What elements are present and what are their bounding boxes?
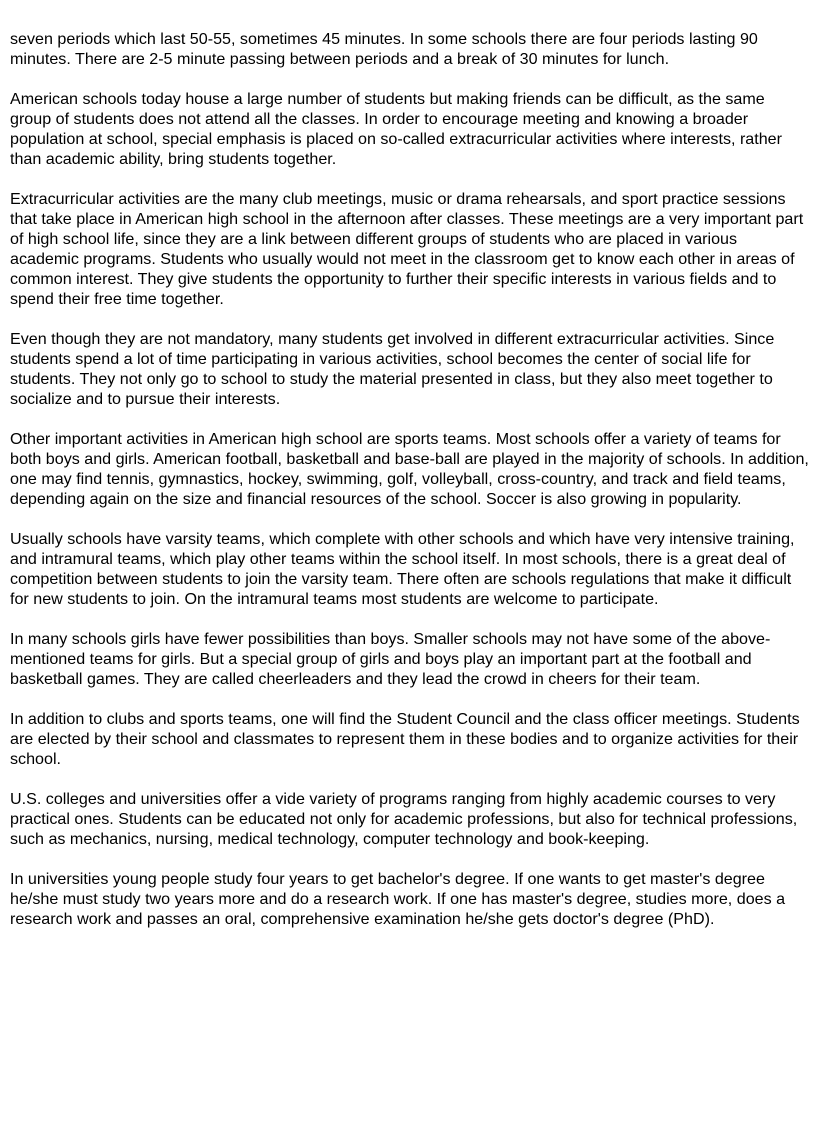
paragraph-periods: seven periods which last 50-55, sometimes 45 minutes. In some schools there are four periods lasting 90 minutes. There are 2-5 minute passing between periods and a break of 30 minutes for lunch.: [10, 30, 758, 68]
paragraph-varsity-teams: Usually schools have varsity teams, which complete with other schools and which have very intensive training, and intramural teams, which play other teams within the school itself. In most schools, there is a great deal of competition between students to join the varsity team. There often are schools regulations that make it difficult for new students to join. On the intramural teams most students are welcome to participate.: [10, 530, 795, 608]
document-page: [10, 29, 810, 949]
paragraph-extracurricular-activities: Extracurricular activities are the many club meetings, music or drama rehearsals, and sport practice sessions that take place in American high school in the afternoon after classes. These meetings are a very important part of high school life, since they are a link between different groups of students who are placed in various academic programs. Students who usually would not meet in the classroom get to know each other in areas of common interest. They give students the opportunity to further their specific interests in various fields and to spend their free time together.: [10, 190, 804, 308]
paragraph-making-friends: American schools today house a large number of students but making friends can be difficult, as the same group of students does not attend all the classes. In order to encourage meeting and knowing a broader population at school, special emphasis is placed on so-called extracurricular activities where interests, rather than academic ability, bring students together.: [10, 90, 782, 168]
paragraph-student-council: In addition to clubs and sports teams, one will find the Student Council and the class officer meetings. Students are elected by their school and classmates to represent them in these bodies and to organize activities for their school.: [10, 710, 800, 768]
paragraph-degrees: In universities young people study four years to get bachelor's degree. If one wants to get master's degree he/she must study two years more and do a research work. If one has master's degree, studies more, does a research work and passes an oral, comprehensive examination he/she gets doctor's degree (PhD).: [10, 870, 786, 928]
paragraph-colleges: U.S. colleges and universities offer a vide variety of programs ranging from highly academic courses to very practical ones. Students can be educated not only for academic professions, but also for technical professions, such as mechanics, nursing, medical technology, computer technology and book-keeping.: [10, 790, 798, 848]
paragraph-sports-teams: Other important activities in American high school are sports teams. Most schools offer a variety of teams for both boys and girls. American football, basketball and base-ball are played in the majority of schools. In addition, one may find tennis, gymnastics, hockey, swimming, golf, volleyball, cross-country, and track and field teams, depending again on the size and financial resources of the school. Soccer is also growing in popularity.: [10, 430, 809, 508]
paragraph-cheerleaders: In many schools girls have fewer possibilities than boys. Smaller schools may not have some of the above-mentioned teams for girls. But a special group of girls and boys play an important part at the football and basketball games. They are called cheerleaders and they lead the crowd in cheers for their team.: [10, 630, 771, 688]
paragraph-social-life: Even though they are not mandatory, many students get involved in different extracurricular activities. Since students spend a lot of time participating in various activities, school becomes the center of social life for students. They not only go to school to study the material presented in class, but they also meet together to socialize and to pursue their interests.: [10, 330, 775, 408]
